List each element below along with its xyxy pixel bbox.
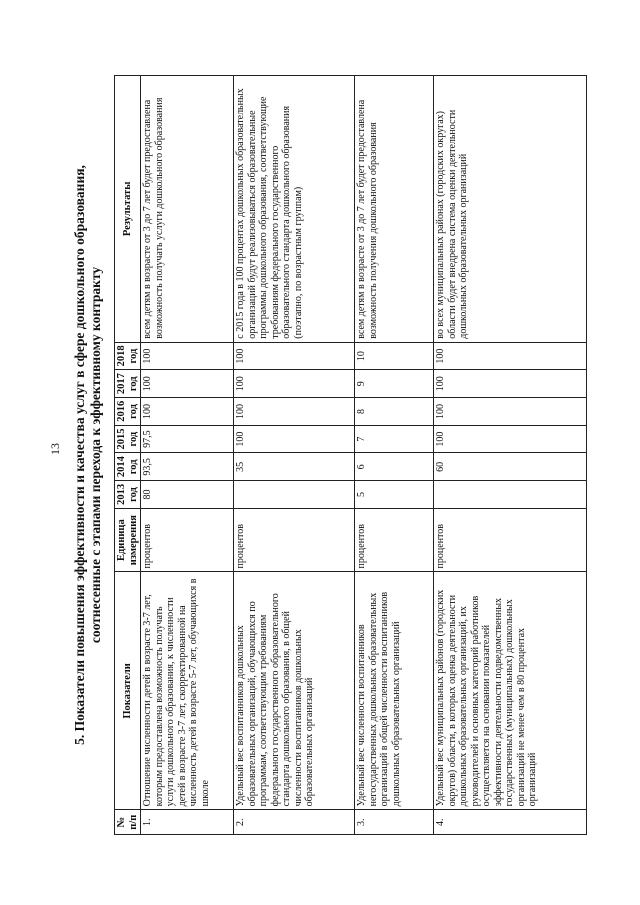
row-unit: процентов [355,508,434,572]
indicators-table [114,75,587,835]
header-2017: 2017 год [115,370,141,398]
header-2013: 2013 год [115,481,141,509]
title-line-1: 5. Показатели повышения эффективности и качества услуг в сфере дошкольного образования, [72,165,87,745]
page-number: 13 [48,443,62,455]
row-indicator: Отношение численности детей в возрасте 3-7 лет, которым предоставлена возможность получать услуги дошкольного образования, к численности детей в возрасте 3-7 лет, скорректированной на численность детей в возрасте 5-7 лет, обучающихся в школе [141,572,234,810]
row-value-2014: 93,5 [141,453,234,481]
row-value-2018: 100 [234,342,355,370]
table-row [234,76,355,835]
row-unit: процентов [234,508,355,572]
row-value-2017: 9 [355,370,434,398]
header-2018: 2018 год [115,342,141,370]
row-value-2017: 100 [434,370,587,398]
rotated-sheet [72,75,627,835]
row-value-2016: 100 [141,398,234,426]
row-value-2013 [434,481,587,509]
row-value-2014: 35 [234,453,355,481]
row-result: во всех муниципальных районах (городских округах) области будет внедрена система оценки деятельности дошкольных образовательных организаций [434,76,587,343]
table-row [141,76,234,835]
row-value-2013 [234,481,355,509]
row-num: 4. [434,810,587,835]
row-result: с 2015 года в 100 процентах дошкольных образовательных организаций будут реализовываться образовательные программы дошкольного образования, соответствующие требованиям федерального государственного образовательного стандарта дошкольного образования (поэтапно, по возрастным группам) [234,76,355,343]
header-unit: Единица измерения [115,508,141,572]
row-value-2015: 100 [234,425,355,453]
row-value-2015: 100 [434,425,587,453]
row-value-2015: 97,5 [141,425,234,453]
table-header-row [115,76,141,835]
header-2015: 2015 год [115,425,141,453]
title-line-2: соотнесенные с этапами перехода к эффективному контракту [88,266,103,644]
row-result: всем детям в возрасте от 3 до 7 лет будет предоставлена возможность получать услуги дошкольного образования [141,76,234,343]
row-value-2014: 6 [355,453,434,481]
row-indicator: Удельный вес муниципальных районов (городских округов) области, в которых оценка деятельности дошкольных образовательных организаций, их руководителей и основных категорий работников осуществляется на основании показателей эффективности деятельности подведомственных государственных (муниципальных) дошкольных организаций не менее чем в 80 процентах организаций [434,572,587,810]
row-unit: процентов [141,508,234,572]
header-2014: 2014 год [115,453,141,481]
row-value-2014: 60 [434,453,587,481]
row-value-2017: 100 [234,370,355,398]
document-title [72,75,104,835]
header-results: Результаты [115,76,141,343]
row-value-2016: 100 [434,398,587,426]
row-value-2018: 100 [434,342,587,370]
row-value-2016: 100 [234,398,355,426]
row-value-2018: 100 [141,342,234,370]
row-value-2016: 8 [355,398,434,426]
row-num: 1. [141,810,234,835]
row-value-2017: 100 [141,370,234,398]
table-row [434,76,587,835]
row-value-2018: 10 [355,342,434,370]
row-num: 3. [355,810,434,835]
header-2016: 2016 год [115,398,141,426]
header-num: № п/п [115,810,141,835]
row-value-2015: 7 [355,425,434,453]
row-indicator: Удельный вес воспитанников дошкольных образовательных организаций, обучающихся по программам, соответствующим требованиям федерального государственного образовательного стандарта дошкольного образования, в общей численности воспитанников дошкольных образовательных организаций [234,572,355,810]
row-result: всем детям в возрасте от 3 до 7 лет будет предоставлена возможность получения дошкольного образования [355,76,434,343]
row-num: 2. [234,810,355,835]
header-indicator: Показатели [115,572,141,810]
row-value-2013: 80 [141,481,234,509]
table-row [355,76,434,835]
row-indicator: Удельный вес численности воспитанников негосударственных дошкольных образовательных организаций в общей численности воспитанников дошкольных образовательных организаций [355,572,434,810]
row-value-2013: 5 [355,481,434,509]
row-unit: процентов [434,508,587,572]
